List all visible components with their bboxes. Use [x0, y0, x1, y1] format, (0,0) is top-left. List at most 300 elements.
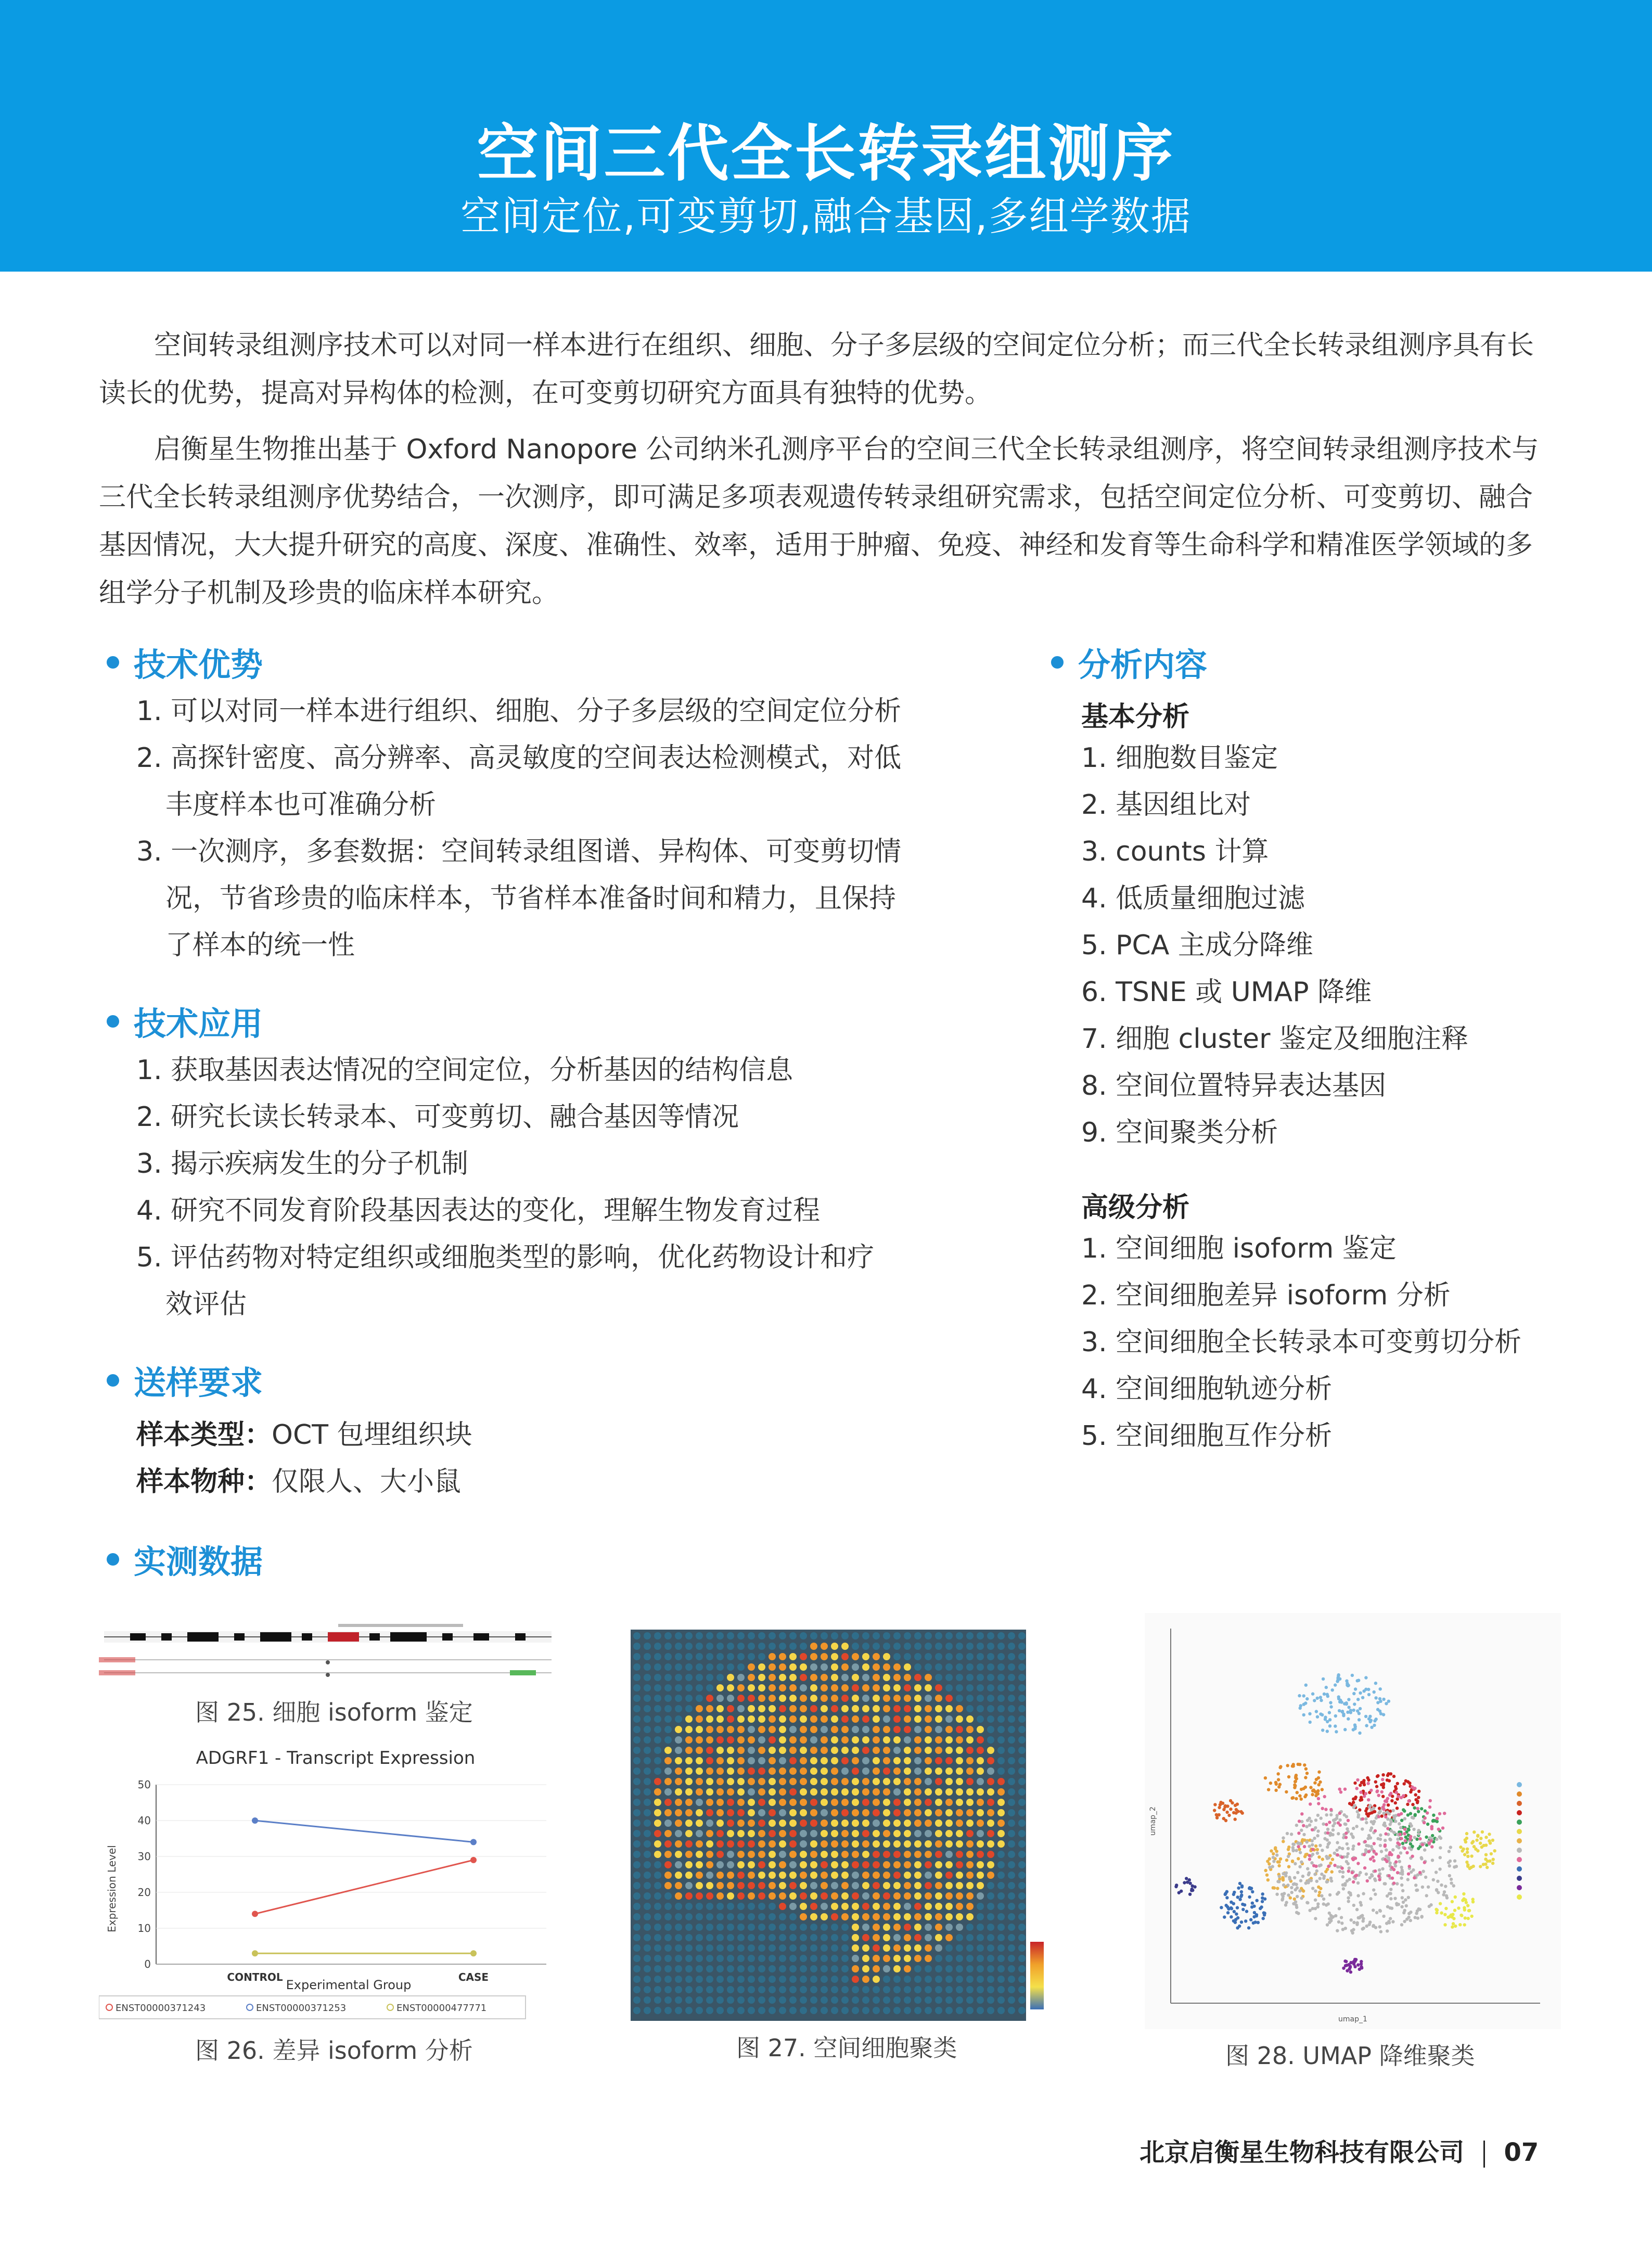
spot	[748, 1861, 755, 1868]
spot	[977, 1684, 984, 1692]
umap-point	[1313, 1699, 1316, 1702]
spot	[987, 1705, 994, 1712]
umap-point	[1403, 1810, 1406, 1813]
spot	[789, 2007, 797, 2014]
umap-point	[1175, 1884, 1178, 1887]
footer-page-number: 07	[1504, 2138, 1539, 2167]
spot	[675, 1851, 682, 1858]
umap-point	[1411, 1844, 1414, 1848]
spot	[977, 1955, 984, 1962]
spot	[914, 1882, 921, 1889]
umap-point	[1368, 1804, 1372, 1807]
spot	[633, 1632, 641, 1639]
umap-point	[1352, 1827, 1355, 1830]
umap-point	[1417, 1833, 1420, 1836]
spot	[914, 1778, 921, 1785]
spot	[893, 1955, 901, 1962]
umap-point	[1439, 1837, 1442, 1840]
umap-point	[1303, 1855, 1307, 1858]
spot	[633, 1663, 641, 1671]
spot	[737, 1872, 745, 1879]
spot	[748, 1986, 755, 1993]
spot	[883, 1632, 890, 1639]
spot	[716, 1986, 724, 1993]
umap-point	[1282, 1884, 1285, 1887]
spot	[821, 1663, 828, 1671]
spot	[987, 1976, 994, 1983]
spot	[821, 1965, 828, 1972]
spot	[841, 1809, 849, 1816]
spot	[789, 1705, 797, 1712]
umap-point	[1331, 1688, 1334, 1692]
spot	[664, 1705, 672, 1712]
list-item: 8. 空间位置特异表达基因	[1081, 1070, 1387, 1101]
umap-point	[1412, 1828, 1415, 1831]
spot	[956, 1715, 963, 1723]
spot	[852, 1809, 859, 1816]
umap-point	[1413, 1807, 1416, 1810]
spot	[914, 1767, 921, 1775]
umap-point	[1405, 1917, 1408, 1920]
spot	[727, 1663, 734, 1671]
umap-point	[1352, 1801, 1355, 1804]
spot	[758, 1705, 765, 1712]
spot	[789, 1643, 797, 1650]
spot	[706, 1715, 713, 1723]
umap-legend-marker	[1517, 1857, 1522, 1862]
spot	[644, 1653, 651, 1660]
umap-point	[1293, 1898, 1296, 1901]
umap-point	[1318, 1891, 1321, 1894]
umap-point	[1272, 1856, 1275, 1859]
umap-point	[1347, 1852, 1350, 1855]
spot	[810, 1986, 817, 1993]
umap-point	[1326, 1831, 1329, 1835]
spot	[779, 1996, 786, 2004]
spot	[644, 1715, 651, 1723]
spot	[716, 1913, 724, 1920]
umap-point	[1382, 1812, 1386, 1815]
spot	[987, 1736, 994, 1744]
list-item: 3. 空间细胞全长转录本可变剪切分析	[1081, 1327, 1522, 1358]
umap-point	[1291, 1860, 1294, 1863]
spot	[1008, 1747, 1015, 1754]
spot	[956, 1632, 963, 1639]
spot	[716, 1747, 724, 1754]
spot	[810, 1684, 817, 1692]
spot	[727, 1882, 734, 1889]
spot	[748, 1944, 755, 1952]
spot	[654, 1903, 661, 1910]
spot	[675, 1757, 682, 1764]
spot	[706, 1976, 713, 1983]
umap-point	[1235, 1808, 1238, 1811]
spot	[935, 1820, 942, 1827]
spot	[945, 1632, 953, 1639]
spot	[945, 1882, 953, 1889]
umap-point	[1321, 1807, 1324, 1810]
spot	[904, 1684, 911, 1692]
umap-point	[1396, 1782, 1399, 1785]
spot	[893, 1892, 901, 1900]
spot	[841, 1851, 849, 1858]
spot	[997, 2007, 1005, 2014]
umap-point	[1349, 1711, 1352, 1714]
spot	[644, 1830, 651, 1837]
umap-point	[1389, 1917, 1392, 1920]
spot	[997, 1872, 1005, 1879]
spot	[633, 1882, 641, 1889]
umap-point	[1320, 1873, 1323, 1876]
spot	[664, 1757, 672, 1764]
spot	[1008, 1788, 1015, 1796]
spot	[727, 1840, 734, 1848]
umap-point	[1330, 1916, 1333, 1919]
umap-point	[1315, 1710, 1318, 1713]
spot	[831, 1778, 838, 1785]
spot	[873, 1986, 880, 1993]
spot	[706, 1705, 713, 1712]
umap-point	[1351, 1835, 1354, 1838]
spot	[633, 1767, 641, 1775]
spot	[904, 1820, 911, 1827]
spot	[914, 1684, 921, 1692]
spot	[1018, 1632, 1026, 1639]
umap-point	[1240, 1893, 1243, 1897]
spot	[727, 1695, 734, 1702]
data-point	[252, 1950, 258, 1956]
spot	[633, 1809, 641, 1816]
umap-point	[1267, 1862, 1271, 1865]
spot	[664, 1778, 672, 1785]
umap-point	[1356, 1810, 1359, 1813]
list-item: 3. counts 计算	[1081, 836, 1269, 867]
spot	[945, 1695, 953, 1702]
spot	[675, 1903, 682, 1910]
spot	[883, 2007, 890, 2014]
umap-point	[1471, 1898, 1475, 1901]
umap-point	[1314, 1865, 1317, 1868]
umap-point	[1382, 1915, 1385, 1918]
umap-point	[1356, 1698, 1360, 1701]
spot	[956, 1695, 963, 1702]
spot	[696, 1955, 703, 1962]
spot	[696, 1684, 703, 1692]
spot	[696, 1830, 703, 1837]
spot	[997, 1955, 1005, 1962]
spot	[1008, 1705, 1015, 1712]
umap-point	[1230, 1915, 1233, 1918]
spot	[883, 1892, 890, 1900]
spot	[893, 1736, 901, 1744]
umap-point	[1323, 1693, 1326, 1696]
spot	[873, 1788, 880, 1796]
spot	[893, 1799, 901, 1806]
umap-point	[1479, 1841, 1482, 1844]
spot	[675, 1695, 682, 1702]
umap-point	[1328, 1711, 1331, 1714]
spot	[945, 2007, 953, 2014]
spot	[852, 2007, 859, 2014]
spot	[769, 1882, 776, 1889]
spot	[789, 1986, 797, 1993]
spot	[727, 1903, 734, 1910]
spot	[966, 1747, 974, 1754]
spot	[935, 1882, 942, 1889]
umap-point	[1389, 1906, 1392, 1910]
umap-point	[1455, 1865, 1458, 1868]
umap-point	[1334, 1683, 1337, 1686]
spot	[727, 1872, 734, 1879]
umap-point	[1464, 1898, 1467, 1901]
spot	[664, 1747, 672, 1754]
spot	[706, 1799, 713, 1806]
spot	[810, 1705, 817, 1712]
spot	[883, 1715, 890, 1723]
umap-legend-marker	[1517, 1894, 1522, 1900]
umap-legend-marker	[1517, 1838, 1522, 1843]
umap-point	[1317, 1771, 1321, 1774]
spot	[821, 1996, 828, 2004]
spot	[862, 1861, 869, 1868]
spot	[987, 1747, 994, 1754]
spot	[977, 1695, 984, 1702]
spot	[748, 1695, 755, 1702]
spot	[956, 1767, 963, 1775]
spot	[779, 1913, 786, 1920]
spot	[644, 1767, 651, 1775]
spot	[675, 1705, 682, 1712]
spot	[893, 1705, 901, 1712]
umap-point	[1295, 1824, 1298, 1827]
spot	[945, 1976, 953, 1983]
umap-point	[1407, 1896, 1410, 1899]
spot	[893, 1695, 901, 1702]
spot	[904, 1663, 911, 1671]
spot	[873, 1757, 880, 1764]
umap-point	[1336, 1849, 1339, 1852]
umap-point	[1359, 1791, 1362, 1794]
y-tick-label: 10	[137, 1922, 151, 1934]
spot	[841, 1726, 849, 1733]
spot	[716, 1944, 724, 1952]
umap-point	[1341, 1847, 1344, 1850]
spot	[748, 1976, 755, 1983]
spot	[862, 1820, 869, 1827]
spot	[727, 1986, 734, 1993]
spot	[810, 2007, 817, 2014]
spot	[935, 1965, 942, 1972]
spot	[737, 1955, 745, 1962]
spot	[664, 1830, 672, 1837]
spot	[873, 1809, 880, 1816]
spot	[966, 1830, 974, 1837]
spot	[654, 1913, 661, 1920]
spot	[800, 1944, 807, 1952]
umap-point	[1280, 1898, 1284, 1901]
umap-point	[1331, 1828, 1335, 1831]
spot	[685, 2007, 693, 2014]
umap-point	[1342, 1714, 1345, 1717]
umap-point	[1436, 1880, 1439, 1883]
spot	[873, 1892, 880, 1900]
spot	[831, 1757, 838, 1764]
spot	[769, 1632, 776, 1639]
spot	[758, 1736, 765, 1744]
spot	[862, 1767, 869, 1775]
umap-point	[1400, 1819, 1403, 1822]
spot	[831, 1736, 838, 1744]
spot	[696, 1747, 703, 1754]
spot	[977, 1944, 984, 1952]
umap-point	[1401, 1896, 1404, 1899]
spot	[654, 1965, 661, 1972]
umap-point	[1387, 1803, 1390, 1807]
spot	[987, 1799, 994, 1806]
umap-point	[1316, 1829, 1320, 1833]
spot	[779, 1986, 786, 1993]
spot	[716, 1861, 724, 1868]
spot	[779, 1820, 786, 1827]
umap-point	[1321, 1788, 1324, 1791]
spot	[769, 1861, 776, 1868]
umap-point	[1234, 1817, 1237, 1821]
spot	[1018, 1996, 1026, 2004]
spot	[925, 1799, 932, 1806]
spot	[862, 1747, 869, 1754]
spot	[664, 2007, 672, 2014]
caption-fig26: 图 26. 差异 isoform 分析	[195, 2036, 473, 2065]
umap-point	[1452, 1922, 1455, 1925]
spot	[737, 1882, 745, 1889]
spot	[935, 1767, 942, 1775]
spot	[904, 1778, 911, 1785]
bullet-dot-icon	[1051, 656, 1064, 669]
spot	[1008, 1913, 1015, 1920]
umap-point	[1374, 1893, 1377, 1896]
spot	[685, 1820, 693, 1827]
umap-point	[1461, 1849, 1464, 1852]
spot	[956, 1840, 963, 1848]
umap-point	[1404, 1839, 1407, 1842]
umap-point	[1440, 1911, 1443, 1914]
spot	[675, 1872, 682, 1879]
umap-point	[1382, 1803, 1386, 1807]
spot	[852, 1757, 859, 1764]
umap-point	[1362, 1892, 1365, 1895]
spot	[675, 1996, 682, 2004]
umap-point	[1343, 1702, 1346, 1705]
spot	[758, 1872, 765, 1879]
umap-point	[1432, 1819, 1435, 1822]
umap-point	[1482, 1863, 1485, 1866]
spot	[893, 1861, 901, 1868]
umap-point	[1218, 1813, 1221, 1816]
umap-point	[1318, 1877, 1322, 1880]
umap-point	[1378, 1810, 1381, 1813]
spot	[685, 1903, 693, 1910]
spot	[758, 1861, 765, 1868]
spot	[706, 1653, 713, 1660]
spot	[925, 1934, 932, 1941]
spot	[862, 1892, 869, 1900]
umap-point	[1310, 1879, 1313, 1882]
caption-fig25: 图 25. 细胞 isoform 鉴定	[195, 1698, 473, 1726]
umap-point	[1344, 1836, 1348, 1839]
spot	[633, 1861, 641, 1868]
spot	[997, 1913, 1005, 1920]
umap-point	[1364, 1817, 1367, 1821]
spot	[831, 1747, 838, 1754]
spot	[873, 1944, 880, 1952]
spot	[831, 1976, 838, 1983]
spot	[664, 1986, 672, 1993]
spot	[925, 1840, 932, 1848]
list-item: 6. TSNE 或 UMAP 降维	[1081, 977, 1372, 1008]
spot	[852, 1965, 859, 1972]
spot	[925, 1965, 932, 1972]
umap-point	[1391, 1848, 1394, 1851]
umap-point	[1237, 1887, 1240, 1890]
spot	[914, 1736, 921, 1744]
spot	[1018, 1674, 1026, 1681]
spot	[810, 1903, 817, 1910]
umap-point	[1297, 1845, 1300, 1848]
umap-point	[1435, 1888, 1438, 1891]
spot	[987, 1965, 994, 1972]
spot	[945, 1872, 953, 1879]
list-item: 3. 一次测序，多套数据：空间转录组图谱、异构体、可变剪切情	[136, 836, 902, 867]
umap-point	[1449, 1846, 1452, 1849]
spot	[831, 1903, 838, 1910]
data-point	[470, 1857, 477, 1863]
umap-point	[1375, 1785, 1378, 1788]
spot	[883, 1903, 890, 1910]
umap-point	[1345, 1680, 1348, 1683]
umap-point	[1338, 1907, 1341, 1910]
spot	[1018, 1799, 1026, 1806]
spot	[966, 1684, 974, 1692]
spot	[925, 1643, 932, 1650]
spot	[914, 1840, 921, 1848]
umap-point	[1357, 1813, 1360, 1816]
umap-point	[1350, 1918, 1353, 1921]
spot	[789, 1944, 797, 1952]
spot	[696, 1705, 703, 1712]
umap-point	[1465, 1861, 1468, 1864]
spot	[664, 1663, 672, 1671]
spot	[696, 1726, 703, 1733]
spot	[644, 1851, 651, 1858]
umap-point	[1467, 1917, 1470, 1920]
spot	[654, 1736, 661, 1744]
umap-point	[1341, 1875, 1344, 1878]
spot	[789, 1820, 797, 1827]
spot	[654, 1851, 661, 1858]
spot	[696, 1757, 703, 1764]
spot	[945, 1747, 953, 1754]
spot	[748, 1674, 755, 1681]
umap-point	[1410, 1871, 1413, 1874]
spot	[904, 1934, 911, 1941]
spot	[748, 2007, 755, 2014]
spot	[644, 2007, 651, 2014]
spot	[977, 1872, 984, 1879]
spot	[789, 1851, 797, 1858]
umap-point	[1343, 1959, 1347, 1963]
spot	[1018, 1872, 1026, 1879]
spot	[956, 1913, 963, 1920]
